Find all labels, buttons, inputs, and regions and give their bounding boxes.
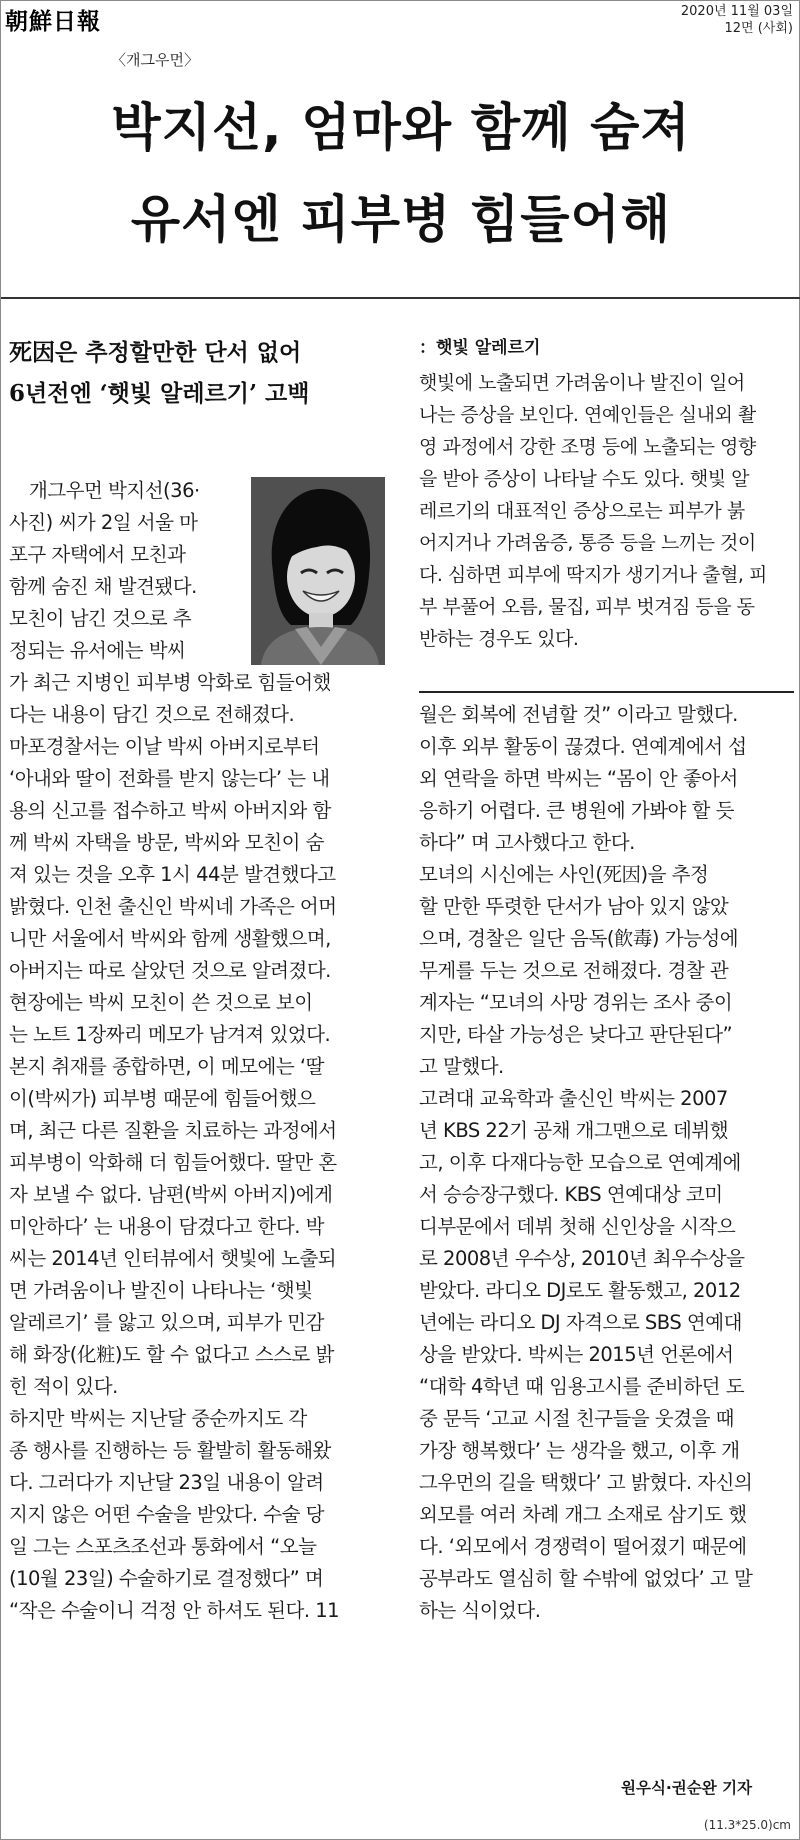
page-section: 12면 (사회) [724, 21, 793, 36]
article-left-column [9, 667, 393, 1627]
text-line: 어지거나 가려움증, 통증 등을 느끼는 것이 [419, 532, 756, 554]
text-line: 응하기 어렵다. 큰 병원에 가봐야 할 듯 [419, 799, 734, 822]
text-line: 다. ‘외모에서 경쟁력이 떨어졌기 때문에 [419, 1535, 747, 1558]
text-line: 상을 받았다. 박씨는 2015년 언론에서 [419, 1343, 734, 1366]
publication-date: 2020년 11월 03일 [680, 4, 793, 19]
clipping-size-note: (11.3*25.0)cm [703, 1818, 791, 1832]
text-line: 사진) 씨가 2일 서울 마 [9, 511, 198, 534]
text-line: 년에는 라디오 DJ 자격으로 SBS 연예대 [419, 1311, 742, 1334]
text-line: 가장 행복했다’ 는 생각을 했고, 이후 개 [419, 1439, 740, 1462]
headline-line-2: 유서엔 피부병 힘들어해 [130, 191, 672, 250]
text-line: 이후 외부 활동이 끊겼다. 연예계에서 섭 [419, 735, 747, 758]
article-right-column [419, 699, 797, 1627]
text-line: 아버지는 따로 살았던 것으로 알려졌다. [9, 959, 331, 982]
text-line: 는 노트 1장짜리 메모가 남겨져 있었다. [9, 1023, 331, 1046]
headline-divider [1, 297, 800, 299]
text-line: 지지 않은 어떤 수술을 받았다. 수술 당 [9, 1503, 324, 1526]
text-line: 며, 최근 다른 질환을 치료하는 과정에서 [9, 1119, 337, 1142]
text-line: 외 연락을 하면 박씨는 “몸이 안 좋아서 [419, 767, 738, 790]
text-line: 피부병이 악화해 더 힘들어했다. 딸만 혼 [9, 1151, 337, 1174]
text-line: 본지 취재를 종합하면, 이 메모에는 ‘딸 [9, 1055, 324, 1078]
text-line: 다. 심하면 피부에 딱지가 생기거나 출혈, 피 [419, 564, 767, 586]
text-line: 씨는 2014년 인터뷰에서 햇빛에 노출되 [9, 1247, 337, 1270]
text-line: 하는 식이었다. [419, 1599, 541, 1622]
text-line: 그우먼의 길을 택했다’ 고 밝혔다. 자신의 [419, 1471, 753, 1494]
text-line: 반하는 경우도 있다. [419, 628, 579, 650]
portrait-illustration [251, 477, 385, 665]
text-line: 힌 적이 있다. [9, 1375, 118, 1398]
text-line: 자 보낼 수 없다. 남편(박씨 아버지)에게 [9, 1183, 333, 1206]
text-line: 다. 그러다가 지난달 23일 내용이 알려 [9, 1471, 324, 1494]
newspaper-masthead: 朝鮮日報 [5, 8, 101, 35]
text-line: 모녀의 시신에는 사인(死因)을 추정 [419, 863, 709, 886]
text-line: 포구 자택에서 모친과 [9, 543, 186, 566]
text-line: 외모를 여러 차례 개그 소재로 삼기도 했 [419, 1503, 747, 1526]
sidebar-divider [419, 691, 794, 693]
text-line: 일 그는 스포츠조선과 통화에서 “오늘 [9, 1535, 317, 1558]
text-line: 하지만 박씨는 지난달 중순까지도 각 [9, 1407, 307, 1430]
text-line: 받았다. 라디오 DJ로도 활동했고, 2012 [419, 1279, 741, 1302]
text-line: 로 2008년 우수상, 2010년 최우수상을 [419, 1247, 745, 1270]
text-line: 고 말했다. [419, 1055, 504, 1078]
text-line: 현장에는 박씨 모친이 쓴 것으로 보이 [9, 991, 313, 1014]
text-line: 밝혔다. 인천 출신인 박씨네 가족은 어머 [9, 895, 337, 918]
text-line: 종 행사를 진행하는 등 활발히 활동해왔 [9, 1439, 331, 1462]
text-line: 께 박씨 자택을 방문, 박씨와 모친이 숨 [9, 831, 324, 854]
text-line: 레르기의 대표적인 증상으로는 피부가 붉 [419, 500, 745, 522]
text-line: 나는 증상을 보인다. 연예인들은 실내외 촬 [419, 404, 756, 426]
text-line: 해 화장(化粧)도 할 수 없다고 스스로 밝 [9, 1343, 334, 1366]
text-line: ‘아내와 딸이 전화를 받지 않는다’ 는 내 [9, 767, 330, 790]
text-line: 가 최근 지병인 피부병 악화로 힘들어했 [9, 671, 331, 694]
text-line: 무게를 두는 것으로 전해졌다. 경찰 관 [419, 959, 729, 982]
portrait-photo [251, 477, 385, 665]
text-line: 으며, 경찰은 일단 음독(飮毒) 가능성에 [419, 927, 739, 950]
publication-meta [681, 3, 793, 37]
text-line: 알레르기’ 를 앓고 있으며, 피부가 민감 [9, 1311, 324, 1334]
text-line: 고, 이후 다재다능한 모습으로 연예계에 [419, 1151, 741, 1174]
text-line: 정되는 유서에는 박씨 [9, 639, 186, 662]
text-line: 모친이 남긴 것으로 추 [9, 607, 192, 630]
text-line: 서 승승장구했다. KBS 연예대상 코미 [419, 1183, 723, 1206]
headline-line-1: 박지선, 엄마와 함께 숨져 [111, 99, 691, 158]
text-line: 을 받아 증상이 나타날 수도 있다. 햇빛 알 [419, 468, 749, 490]
lead-paragraph [9, 475, 247, 667]
sidebar-title: ：햇빛 알레르기 [419, 338, 541, 358]
text-line: 이(박씨가) 피부병 때문에 힘들어했으 [9, 1087, 316, 1110]
text-line: 다는 내용이 담긴 것으로 전해졌다. [9, 703, 295, 726]
text-line: “대학 4학년 때 임용고시를 준비하던 도 [419, 1375, 745, 1398]
text-line: 개그우먼 박지선(36· [29, 479, 200, 502]
text-line: 지만, 타살 가능성은 낮다고 판단된다” [419, 1023, 733, 1046]
text-line: (10월 23일) 수술하기로 결정했다” 며 [9, 1567, 324, 1590]
text-line: 면 가려움이나 발진이 나타나는 ‘햇빛 [9, 1279, 313, 1302]
text-line: 월은 회복에 전념할 것” 이라고 말했다. [419, 703, 738, 726]
text-line: 중 문득 ‘고교 시절 친구들을 웃겼을 때 [419, 1407, 734, 1430]
subheadline-line-2: 6년전엔 ‘햇빛 알레르기’ 고백 [9, 380, 310, 407]
text-line: 디부문에서 데뷔 첫해 신인상을 시작으 [419, 1215, 736, 1238]
text-line: 영 과정에서 강한 조명 등에 노출되는 영향 [419, 436, 756, 458]
text-line: 공부라도 열심히 할 수밖에 없었다’ 고 말 [419, 1567, 753, 1590]
text-line: 계자는 “모녀의 사망 경위는 조사 중이 [419, 991, 733, 1014]
text-line: 져 있는 것을 오후 1시 44분 발견했다고 [9, 863, 336, 886]
text-line: “작은 수술이니 걱정 안 하셔도 된다. 11 [9, 1599, 340, 1622]
headline-kicker: 〈개그우먼〉 [111, 51, 199, 69]
text-line: 마포경찰서는 이날 박씨 아버지로부터 [9, 735, 320, 758]
text-line: 미안하다’ 는 내용이 담겼다고 한다. 박 [9, 1215, 324, 1238]
byline: 원우식·권순완 기자 [621, 1779, 753, 1797]
text-line: 부 부풀어 오름, 물집, 피부 벗겨짐 등을 동 [419, 596, 755, 618]
text-line: 햇빛에 노출되면 가려움이나 발진이 일어 [419, 372, 745, 394]
text-line: 함께 숨진 채 발견됐다. [9, 575, 197, 598]
text-line: 할 만한 뚜렷한 단서가 남아 있지 않았 [419, 895, 729, 918]
text-line: 하다” 며 고사했다고 한다. [419, 831, 635, 854]
text-line: 용의 신고를 접수하고 박씨 아버지와 함 [9, 799, 331, 822]
text-line: 니만 서울에서 박씨와 함께 생활했으며, [9, 927, 331, 950]
subheadline-line-1: 死因은 추정할만한 단서 없어 [9, 339, 302, 366]
text-line: 고려대 교육학과 출신인 박씨는 2007 [419, 1087, 728, 1110]
sidebar-body [419, 367, 797, 655]
text-line: 년 KBS 22기 공채 개그맨으로 데뷔했 [419, 1119, 729, 1142]
